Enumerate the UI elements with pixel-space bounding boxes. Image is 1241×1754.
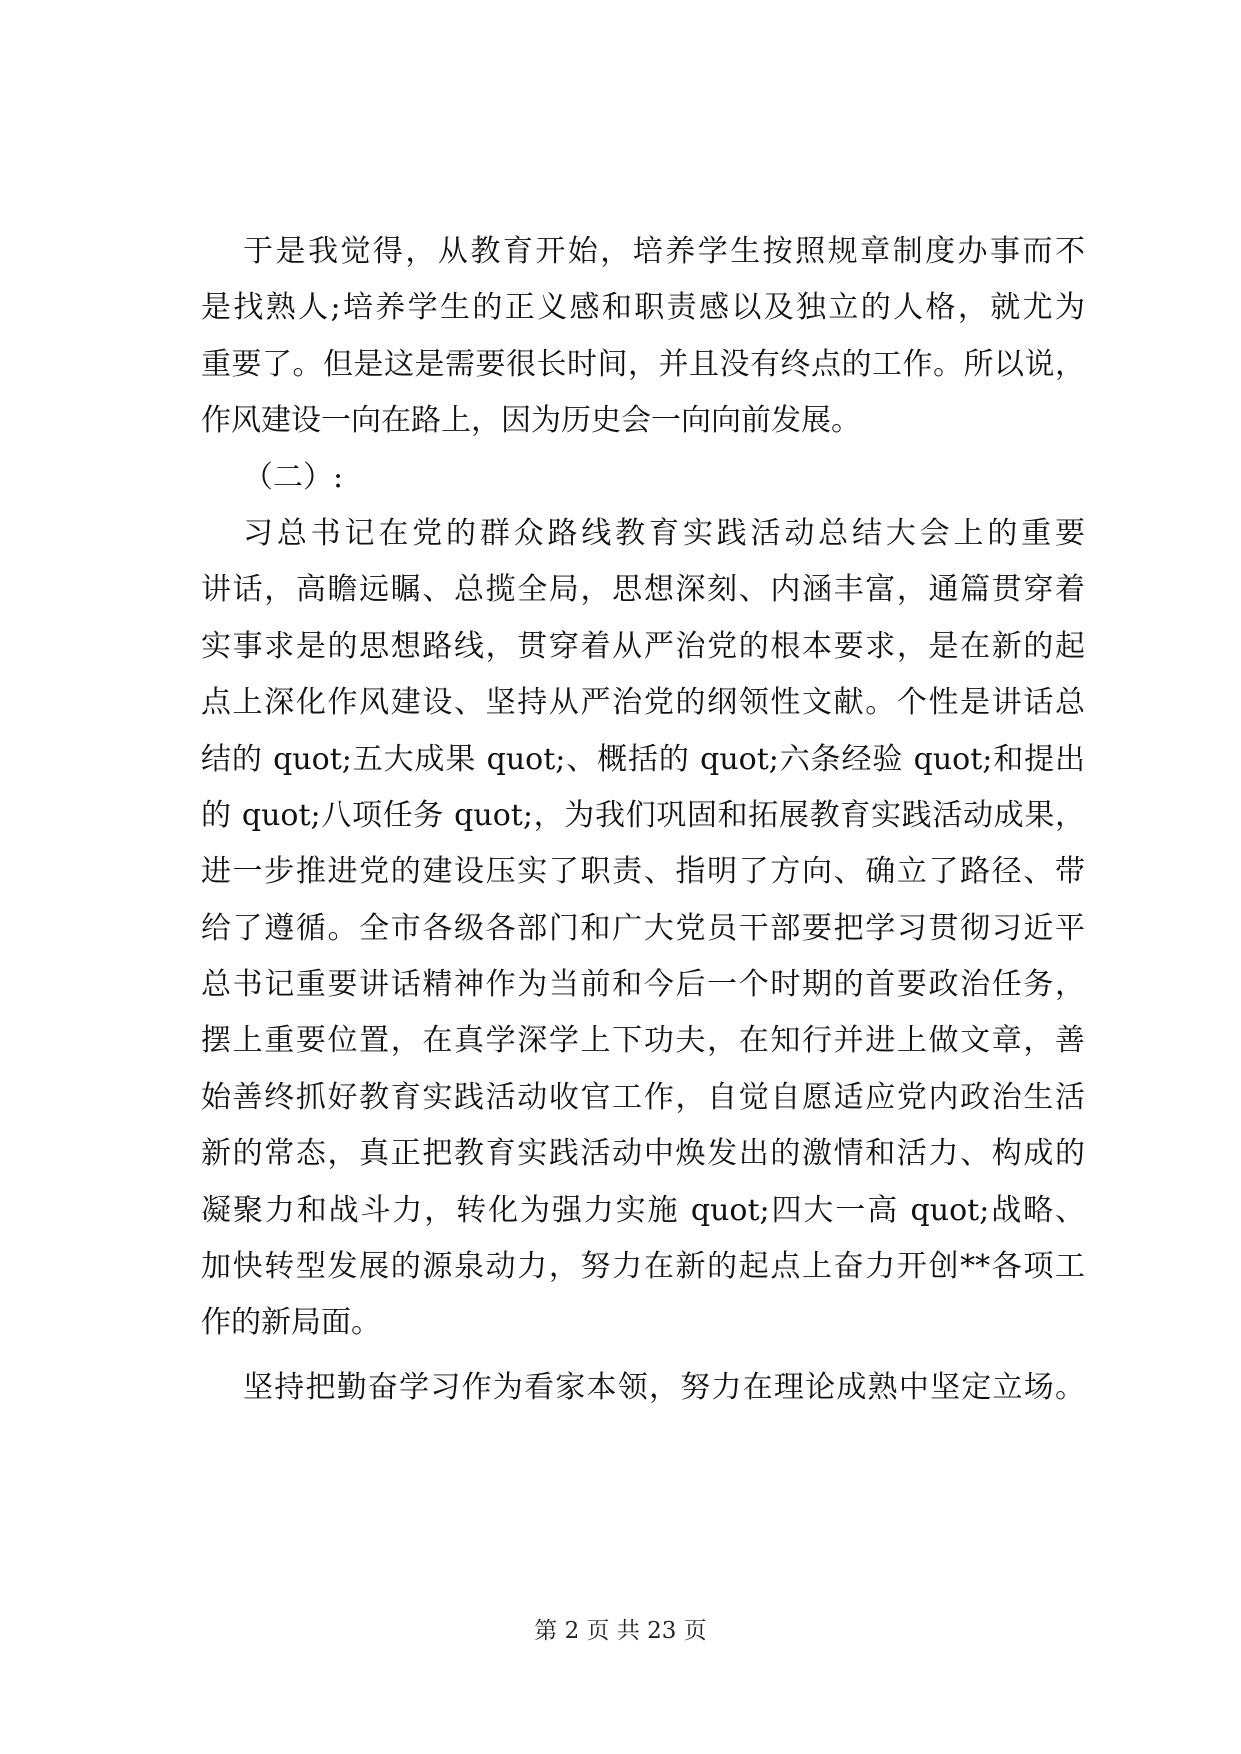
paragraph-line: 新的常态，真正把教育实践活动中焕发出的激情和活力、构成的 xyxy=(201,1136,1085,1172)
paragraph-line: 结的 quot;五大成果 quot;、概括的 quot;六条经验 quot;和提出 xyxy=(201,741,1085,777)
paragraph-line: 讲话，高瞻远瞩、总揽全局，思想深刻、内涵丰富，通篇贯穿着 xyxy=(201,572,1085,608)
paragraph-line: 的 quot;八项任务 quot;，为我们巩固和拓展教育实践活动成果， xyxy=(201,797,1085,833)
paragraph-line: 作的新局面。 xyxy=(201,1305,381,1341)
paragraph-line: 加快转型发展的源泉动力，努力在新的起点上奋力开创**各项工 xyxy=(201,1249,1085,1285)
body-text xyxy=(201,224,1085,1416)
paragraph-line: 作风建设一向在路上，因为历史会一向向前发展。 xyxy=(201,403,861,439)
page-number: 第 2 页 共 23 页 xyxy=(534,1618,707,1644)
paragraph-line: 总书记重要讲话精神作为当前和今后一个时期的首要政治任务， xyxy=(201,967,1085,1003)
paragraph-line: 凝聚力和战斗力，转化为强力实施 quot;四大一高 quot;战略、 xyxy=(201,1192,1085,1228)
section-heading: （二）: xyxy=(243,459,344,495)
paragraph-line: 于是我觉得，从教育开始，培养学生按照规章制度办事而不 xyxy=(243,234,1085,269)
paragraph-line: 给了遵循。全市各级各部门和广大党员干部要把学习贯彻习近平 xyxy=(201,910,1085,946)
paragraph-line: 始善终抓好教育实践活动收官工作，自觉自愿适应党内政治生活 xyxy=(201,1079,1085,1115)
paragraph-line: 点上深化作风建设、坚持从严治党的纲领性文献。个性是讲话总 xyxy=(201,685,1085,721)
paragraph-line: 重要了。但是这是需要很长时间，并且没有终点的工作。所以说， xyxy=(201,346,1085,382)
paragraph-line: 坚持把勤奋学习作为看家本领，努力在理论成熟中坚定立场。 xyxy=(243,1369,1085,1405)
paragraph-line: 实事求是的思想路线，贯穿着从严治党的根本要求，是在新的起 xyxy=(201,628,1085,664)
paragraph-line: 进一步推进党的建设压实了职责、指明了方向、确立了路径、带 xyxy=(201,854,1085,890)
paragraph-line: 习总书记在党的群众路线教育实践活动总结大会上的重要 xyxy=(243,515,1085,551)
paragraph-line: 是找熟人;培养学生的正义感和职责感以及独立的人格，就尤为 xyxy=(201,290,1085,326)
paragraph-line: 摆上重要位置，在真学深学上下功夫，在知行并进上做文章，善 xyxy=(201,1023,1085,1059)
